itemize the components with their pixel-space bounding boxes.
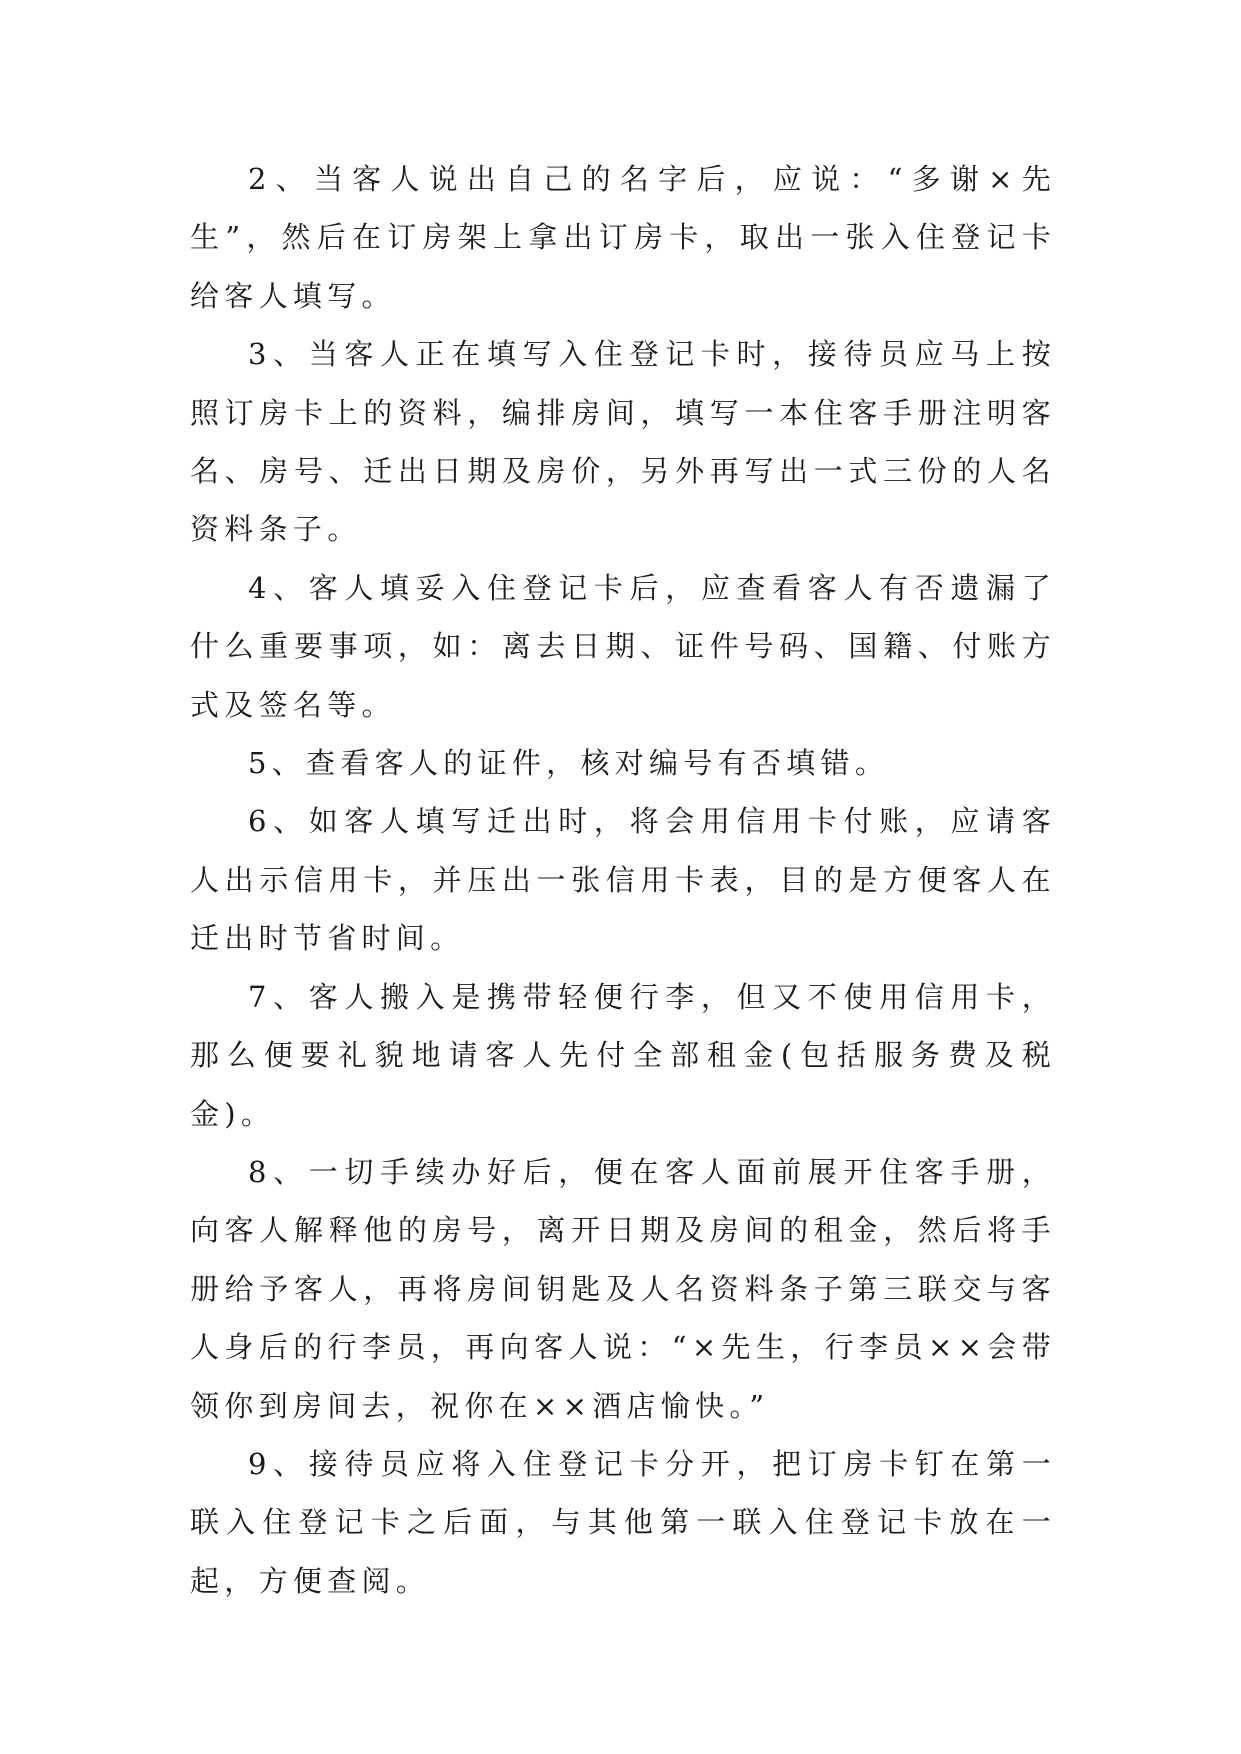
paragraph-step-8: 8、一切手续办好后，便在客人面前展开住客手册，向客人解释他的房号，离开日期及房间的租金，然后将手册给予客人，再将房间钥匙及人名资料条子第三联交与客人身后的行李员，再向客人说：“×先生，行李员××会带领你到房间去，祝你在××酒店愉快。” — [190, 1154, 1056, 1423]
paragraph-step-6: 6、如客人填写迁出时，将会用信用卡付账，应请客人出示信用卡，并压出一张信用卡表，目的是方便客人在迁出时节省时间。 — [190, 804, 1056, 956]
paragraph-step-3: 3、当客人正在填写入住登记卡时，接待员应马上按照订房卡上的资料，编排房间，填写一本住客手册注明客名、房号、迁出日期及房价，另外再写出一式三份的人名资料条子。 — [190, 337, 1056, 547]
document-body — [190, 150, 1056, 1610]
paragraph-step-4: 4、客人填妥入住登记卡后，应查看客人有否遗漏了什么重要事项，如：离去日期、证件号码、国籍、付账方式及签名等。 — [190, 570, 1056, 722]
paragraph-step-5: 5、查看客人的证件，核对编号有否填错。 — [248, 746, 890, 781]
paragraph-step-7: 7、客人搬入是携带轻便行李，但又不使用信用卡，那么便要礼貌地请客人先付全部租金(包括服务费及税金)。 — [190, 979, 1056, 1131]
paragraph-step-9: 9、接待员应将入住登记卡分开，把订房卡钉在第一联入住登记卡之后面，与其他第一联入住登记卡放在一起，方便查阅。 — [190, 1446, 1056, 1598]
paragraph-step-2: 2、当客人说出自己的名字后，应说：“多谢×先生”，然后在订房架上拿出订房卡，取出一张入住登记卡给客人填写。 — [190, 162, 1056, 313]
